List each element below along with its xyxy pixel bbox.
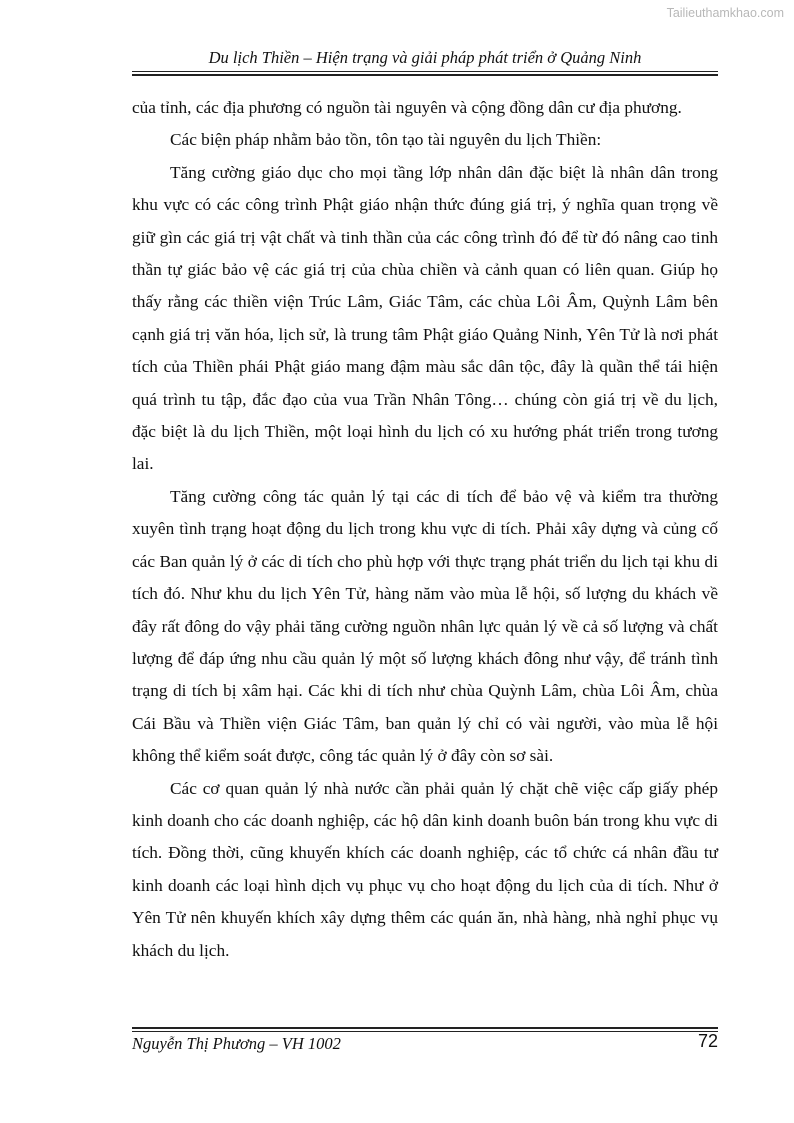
footer-rule bbox=[132, 1027, 718, 1032]
watermark: Tailieuthamkhao.com bbox=[666, 6, 784, 20]
paragraph-5: Các cơ quan quản lý nhà nước cần phải quản lý chặt chẽ việc cấp giấy phép kinh doanh cho các doanh nghiệp, các hộ dân kinh doanh buôn bán trong khu vực di tích. Đồng thời, cũng khuyến khích các doanh nghiệp, các tổ chức cá nhân đầu tư kinh doanh các loại hình dịch vụ phục vụ cho hoạt động du lịch của di tích. Như ở Yên Tử nên khuyến khích xây dựng thêm các quán ăn, nhà hàng, nhà nghỉ phục vụ khách du lịch. bbox=[132, 778, 718, 960]
paragraph-2: Các biện pháp nhằm bảo tồn, tôn tạo tài nguyên du lịch Thiền: bbox=[170, 130, 602, 150]
paragraph-1: của tỉnh, các địa phương có nguồn tài nguyên và cộng đồng dân cư địa phương. bbox=[132, 98, 682, 117]
paragraph-3: Tăng cường giáo dục cho mọi tầng lớp nhân dân đặc biệt là nhân dân trong khu vực có các công trình Phật giáo nhận thức đúng giá trị, ý nghĩa quan trọng về giữ gìn các giá trị vật chất và tinh thần của các công trình đó để từ đó nâng cao tinh thần tự giác bảo vệ các giá trị của chùa chiền và cảnh quan có liên quan. Giúp họ thấy rằng các thiền viện Trúc Lâm, Giác Tâm, các chùa Lôi Âm, Quỳnh Lâm bên cạnh giá trị văn hóa, lịch sử, là trung tâm Phật giáo Quảng Ninh, Yên Tử là nơi phát tích của Thiền phái Phật giáo mang đậm màu sắc dân tộc, đây là quần thể tái hiện quá trình tu tập, đắc đạo của vua Trần Nhân Tông… chúng còn giá trị về du lịch, đặc biệt là du lịch Thiền, một loại hình du lịch có xu hướng phát triển trong tương lai. bbox=[132, 162, 718, 474]
body-text bbox=[132, 92, 718, 967]
page-number: 72 bbox=[697, 1031, 718, 1051]
running-header: Du lịch Thiền – Hiện trạng và giải pháp phát triển ở Quảng Ninh bbox=[208, 48, 642, 67]
paragraph-4: Tăng cường công tác quản lý tại các di tích để bảo vệ và kiểm tra thường xuyên tình trạng hoạt động du lịch trong khu vực di tích. Phải xây dựng và củng cố các Ban quản lý ở các di tích cho phù hợp với thực trạng phát triển du lịch tại khu di tích đó. Như khu du lịch Yên Tử, hàng năm vào mùa lễ hội, số lượng du khách về đây rất đông do vậy phải tăng cường nguồn nhân lực quản lý về cả số lượng và chất lượng để đáp ứng nhu cầu quản lý một số lượng khách đông như vậy, để tránh tình trạng di tích bị xâm hại. Các khi di tích như chùa Quỳnh Lâm, chùa Lôi Âm, chùa Cái Bầu và Thiền viện Giác Tâm, ban quản lý chỉ có vài người, vào mùa lễ hội không thể kiểm soát được, công tác quản lý ở đây còn sơ sài. bbox=[132, 486, 718, 766]
header-rule bbox=[132, 71, 718, 76]
footer-author: Nguyễn Thị Phương – VH 1002 bbox=[132, 1034, 341, 1053]
